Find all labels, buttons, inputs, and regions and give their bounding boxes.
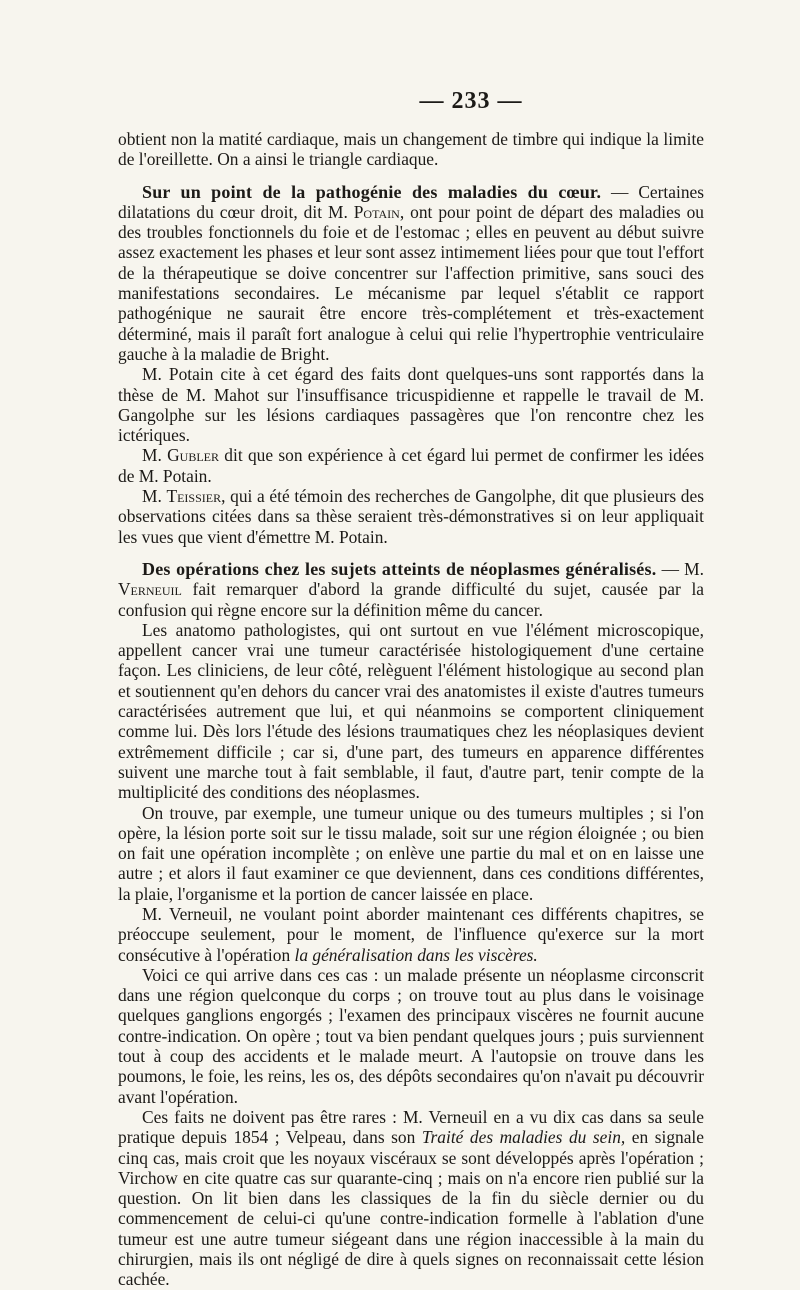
author-name: Potain	[353, 201, 400, 222]
section-cardiac-pathogeny	[118, 182, 704, 365]
page-number: — 233 —	[419, 88, 523, 114]
section-heading: Sur un point de la pathogénie des maladies du cœur.	[142, 181, 602, 202]
author-name: Gubler	[167, 445, 220, 466]
text: On trouve, par exemple, une tumeur unique ou des tumeurs multiples ; si l'on opère, la lésion porte soit sur le tissu malade, soit sur une région éloignée ; ou bien on fait une opération incomplète ; on enlève une partie du mal et on en laisse une autre ; et alors il faut examiner ce que deviennent, dans ces conditions différentes, la plaie, l'organisme et la portion de cancer laissée en place.	[118, 802, 704, 904]
paragraph	[118, 904, 704, 965]
paragraph	[118, 1107, 704, 1290]
text: , ont pour point de départ des maladies ou des troubles fonctionnels du foie et de l'estomac ; elles en peuvent au début suivre assez exactement les phases et leur sont assez intimement liées pour que tout l'effort de la thérapeutique se doive concentrer sur l'affection primitive, sans souci des manifestations secondaires. Le mécanisme par lequel s'établit ce rapport pathogénique ne saurait être encore très-complétement et très-exactement déterminé, mais il paraît fort analogue à celui qui relie l'hypertrophie ventriculaire gauche à la maladie de Bright.	[118, 201, 704, 364]
text: , qui a été témoin des recherches de Gangolphe, dit que plusieurs des observations citées dans sa thèse seraient très-démonstratives si on leur appliquait les vues que vient d'émettre M. Potain.	[118, 486, 704, 547]
paragraph	[118, 364, 704, 445]
paragraph	[118, 620, 704, 803]
text: M.	[142, 486, 167, 507]
text: M.	[142, 445, 168, 466]
author-name: Verneuil	[118, 579, 182, 600]
text: — Certaines dilatations du cœur droit, dit M.	[118, 181, 704, 222]
book-title: Traité des maladies du sein,	[421, 1127, 626, 1148]
section-neoplasm-operations	[118, 559, 704, 620]
text: M. Verneuil, ne voulant point aborder maintenant ces différents chapitres, se préoccupe seulement, pour le moment, de l'influence qu'exerce sur la mort consécutive à l'opération	[118, 903, 704, 965]
section-heading: Des opérations chez les sujets atteints de néoplasmes généralisés.	[142, 558, 657, 579]
text: Les anatomo pathologistes, qui ont surtout en vue l'élément microscopique, appellent cancer vrai une tumeur caractérisée histologiquement d'une certaine façon. Les cliniciens, de leur côté, relèguent l'élément histologique au second plan et soutiennent qu'en dehors du cancer vrai des anatomistes il existe d'autres tumeurs caractérisées autrement que lui, et qui néanmoins se comportent cliniquement comme lui. Dès lors l'étude des lésions traumatiques chez les néoplasiques devient extrêmement difficile ; car si, d'une part, des tumeurs en apparence différentes suivent une marche tout à fait semblable, il faut, d'autre part, tenir compte de la multiplicité des conditions des néoplasmes.	[118, 619, 704, 803]
paragraph	[118, 445, 704, 486]
paragraph	[118, 803, 704, 904]
text: M. Potain cite à cet égard des faits dont quelques-uns sont rapportés dans la thèse de M. Mahot sur l'insuffisance tricuspidienne et rappelle le travail de M. Gangolphe sur les lésions cardiaques passagères que l'on rencontre chez les ictériques.	[118, 364, 704, 446]
text: Ces faits ne doivent pas être rares : M. Verneuil en a vu dix cas dans sa seule pratique depuis 1854 ; Velpeau, dans son	[118, 1106, 704, 1148]
text: Voici ce qui arrive dans ces cas : un malade présente un néoplasme circonscrit dans une région quelconque du corps ; on trouve tout au plus dans le voisinage quelques ganglions engorgés ; l'examen des principaux viscères ne fournit aucune contre-indication. On opère ; tout va bien pendant quelques jours ; puis surviennent tout à coup des accidents et le malade meurt. A l'autopsie on trouve dans les poumons, le foie, les reins, les os, des dépôts secondaires qu'on n'avait pu découvrir avant l'opération.	[118, 964, 704, 1107]
paragraph-continuation	[118, 129, 704, 170]
text: en signale cinq cas, mais croit que les noyaux viscéraux se sont développés après l'opération ; Virchow en cite quatre cas sur quarante-cinq ; mais on n'a encore rien publié sur la question. On lit bien dans les classiques de la fin du siècle dernier ou du commencement de celui-ci qu'une contre-indication formelle à l'ablation d'une tumeur est une autre tumeur siégeant dans une région inaccessible à la main du chirurgien, mais ils ont négligé de dire à quels signes on reconnaissait cette lésion cachée.	[118, 1127, 704, 1290]
text: dit que son expérience à cet égard lui permet de confirmer les idées de M. Potain.	[118, 445, 704, 486]
text: — M.	[656, 558, 704, 579]
paragraph	[118, 486, 704, 547]
text: fait remarquer d'abord la grande difficulté du sujet, causée par la confusion qui règne encore sur la définition même du cancer.	[118, 579, 704, 620]
author-name: Teissier	[166, 486, 222, 507]
text: obtient non la matité cardiaque, mais un changement de timbre qui indique la limite de l'oreillette. On a ainsi le triangle cardiaque.	[118, 129, 704, 170]
paragraph	[118, 965, 704, 1107]
emphasis: la généralisation dans les viscères.	[294, 944, 538, 965]
